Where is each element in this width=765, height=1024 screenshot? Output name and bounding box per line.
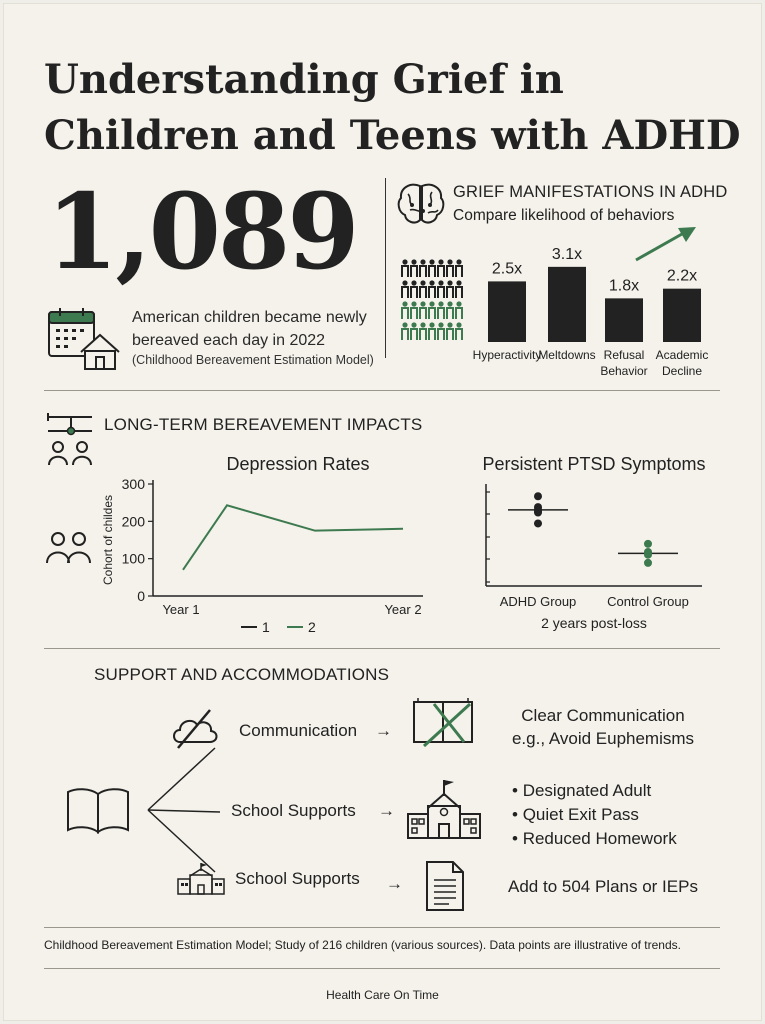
bar-category-label: Academic <box>655 348 709 362</box>
person-figure <box>438 287 444 298</box>
stat-desc-line-1: American children became newly <box>132 309 367 326</box>
vertical-divider <box>385 178 386 358</box>
person-figure <box>438 329 444 340</box>
person-figure <box>429 259 434 264</box>
y-axis-label: Cohort of childes <box>101 494 115 586</box>
legend-label: 2 <box>308 619 316 635</box>
open-book-icon <box>66 786 130 834</box>
x-axis-label: 2 years post-loss <box>541 615 647 631</box>
person-figure <box>402 287 408 298</box>
bar-value-label: 2.5x <box>491 260 523 278</box>
person-figure <box>429 266 435 277</box>
person-figure <box>420 287 426 298</box>
support-heading: SUPPORT AND ACCOMMODATIONS <box>94 665 390 684</box>
section-divider-1 <box>44 390 720 391</box>
person-figure <box>411 259 416 264</box>
bar-hyperactivity <box>488 281 526 342</box>
manifestations-bar-chart <box>470 240 720 385</box>
person-figure <box>411 266 417 277</box>
bar-category-label: Meltdowns <box>538 348 596 362</box>
person-figure <box>402 280 407 285</box>
stat-source: (Childhood Bereavement Estimation Model) <box>132 353 374 367</box>
person-figure <box>456 259 461 264</box>
person-figure <box>411 301 416 306</box>
line-chart-title: Depression Rates <box>226 454 370 474</box>
bar-chart-svg <box>470 240 720 385</box>
person-figure <box>429 280 434 285</box>
people-icon <box>46 530 92 566</box>
section-divider-2 <box>44 648 720 649</box>
person-figure <box>438 308 444 319</box>
stat-desc-line-2: bereaved each day in 2022 <box>132 332 326 349</box>
muted-cloud-icon <box>170 708 222 750</box>
section-divider-4 <box>44 968 720 969</box>
branch-lines <box>140 740 220 880</box>
school-icon <box>406 778 482 840</box>
bar-value-label: 3.1x <box>551 245 583 263</box>
data-point <box>534 509 542 517</box>
x-category-label: ADHD Group <box>499 594 577 609</box>
person-figure <box>447 259 452 264</box>
communication-detail-line-2: e.g., Avoid Euphemisms <box>511 729 695 748</box>
communication-detail-line-1: Clear Communication <box>521 706 685 725</box>
person-figure <box>402 322 407 327</box>
scatter-chart-title: Persistent PTSD Symptoms <box>482 454 706 474</box>
data-point <box>644 551 652 559</box>
line-chart-svg <box>98 450 438 645</box>
support-label-school-supports: School Supports <box>231 801 356 820</box>
person-figure <box>420 280 425 285</box>
manifestations-heading: GRIEF MANIFESTATIONS IN ADHD <box>453 183 728 201</box>
source-note: Childhood Bereavement Estimation Model; Study of 216 children (various sources). Data points are illustrative of trends. <box>44 938 681 952</box>
person-figure <box>429 329 435 340</box>
person-figure <box>438 266 444 277</box>
impacts-heading: LONG-TERM BEREAVEMENT IMPACTS <box>104 415 423 434</box>
person-figure <box>420 329 426 340</box>
manifestations-subheading: Compare likelihood of behaviors <box>453 207 675 224</box>
bereaved-count: 1,089 <box>46 170 357 293</box>
person-figure <box>447 280 452 285</box>
section-divider-3 <box>44 927 720 928</box>
bar-category-label: Refusal <box>603 348 645 362</box>
bar-value-label: 2.2x <box>666 267 698 285</box>
y-tick-label: 200 <box>121 513 145 530</box>
bar-category-label: Decline <box>661 364 703 378</box>
person-figure <box>402 266 408 277</box>
person-figure <box>456 287 462 298</box>
person-figure <box>411 322 416 327</box>
person-figure <box>429 322 434 327</box>
person-figure <box>438 301 443 306</box>
data-point <box>644 540 652 548</box>
bullet-item: • Quiet Exit Pass <box>512 805 639 824</box>
document-icon <box>425 860 465 912</box>
calendar-house-icon <box>48 308 120 370</box>
x-tick-label: Year 2 <box>384 602 422 617</box>
person-figure <box>438 259 443 264</box>
y-tick-label: 300 <box>121 476 145 492</box>
legend-label: 1 <box>262 619 270 635</box>
data-point <box>534 519 542 527</box>
person-figure <box>438 322 443 327</box>
crossed-book-icon <box>412 698 476 750</box>
people-grid-icon <box>401 258 465 342</box>
person-figure <box>456 322 461 327</box>
person-figure <box>447 322 452 327</box>
bullet-item: • Designated Adult <box>512 781 652 800</box>
person-figure <box>447 287 453 298</box>
arrow-right-icon: → <box>378 801 395 820</box>
bullet-item: • Reduced Homework <box>512 829 677 848</box>
arrow-right-icon: → <box>386 874 403 893</box>
person-figure <box>411 308 417 319</box>
person-figure <box>429 308 435 319</box>
bar-meltdowns <box>548 267 586 342</box>
arrow-right-icon: → <box>375 721 392 740</box>
person-figure <box>447 308 453 319</box>
plans-detail: Add to 504 Plans or IEPs <box>508 877 698 896</box>
person-figure <box>447 301 452 306</box>
school-supports-bullets <box>512 779 677 851</box>
person-figure <box>402 259 407 264</box>
scatter-chart-svg <box>470 450 720 645</box>
bar-value-label: 1.8x <box>608 277 640 295</box>
communication-detail <box>478 704 728 750</box>
credit-text: Health Care On Time <box>326 988 439 1002</box>
person-figure <box>420 266 426 277</box>
bar-academic-decline <box>663 289 701 342</box>
person-figure <box>456 329 462 340</box>
person-figure <box>411 329 417 340</box>
y-tick-label: 0 <box>137 588 145 604</box>
person-figure <box>420 308 426 319</box>
x-category-label: Control Group <box>607 594 689 609</box>
data-point <box>534 492 542 500</box>
school-building-icon <box>176 862 226 896</box>
support-label-school-supports-2: School Supports <box>235 869 360 888</box>
person-figure <box>447 329 453 340</box>
bar-category-label: Behavior <box>600 364 648 378</box>
support-label-communication: Communication <box>239 721 358 740</box>
depression-line-chart <box>98 450 438 645</box>
person-figure <box>447 266 453 277</box>
person-figure <box>429 287 435 298</box>
person-figure <box>420 301 425 306</box>
person-figure <box>456 301 461 306</box>
data-point <box>644 559 652 567</box>
person-figure <box>456 308 462 319</box>
ptsd-scatter-chart <box>470 450 720 645</box>
bar-category-label: Hyperactivity <box>472 348 542 362</box>
stat-description <box>132 306 367 352</box>
timeline-people-icon <box>46 411 96 469</box>
person-figure <box>402 308 408 319</box>
person-figure <box>429 301 434 306</box>
person-figure <box>420 322 425 327</box>
page-title: Understanding Grief in Children and Teens with ADHD <box>44 56 741 159</box>
person-figure <box>420 259 425 264</box>
series-line-2 <box>183 505 403 570</box>
person-figure <box>402 301 407 306</box>
y-tick-label: 100 <box>121 550 145 567</box>
person-figure <box>402 329 408 340</box>
person-figure <box>456 280 461 285</box>
x-tick-label: Year 1 <box>162 602 200 617</box>
person-figure <box>438 280 443 285</box>
person-figure <box>411 280 416 285</box>
bar-refusal-behavior <box>605 298 643 342</box>
brain-icon <box>396 180 448 226</box>
person-figure <box>456 266 462 277</box>
person-figure <box>411 287 417 298</box>
